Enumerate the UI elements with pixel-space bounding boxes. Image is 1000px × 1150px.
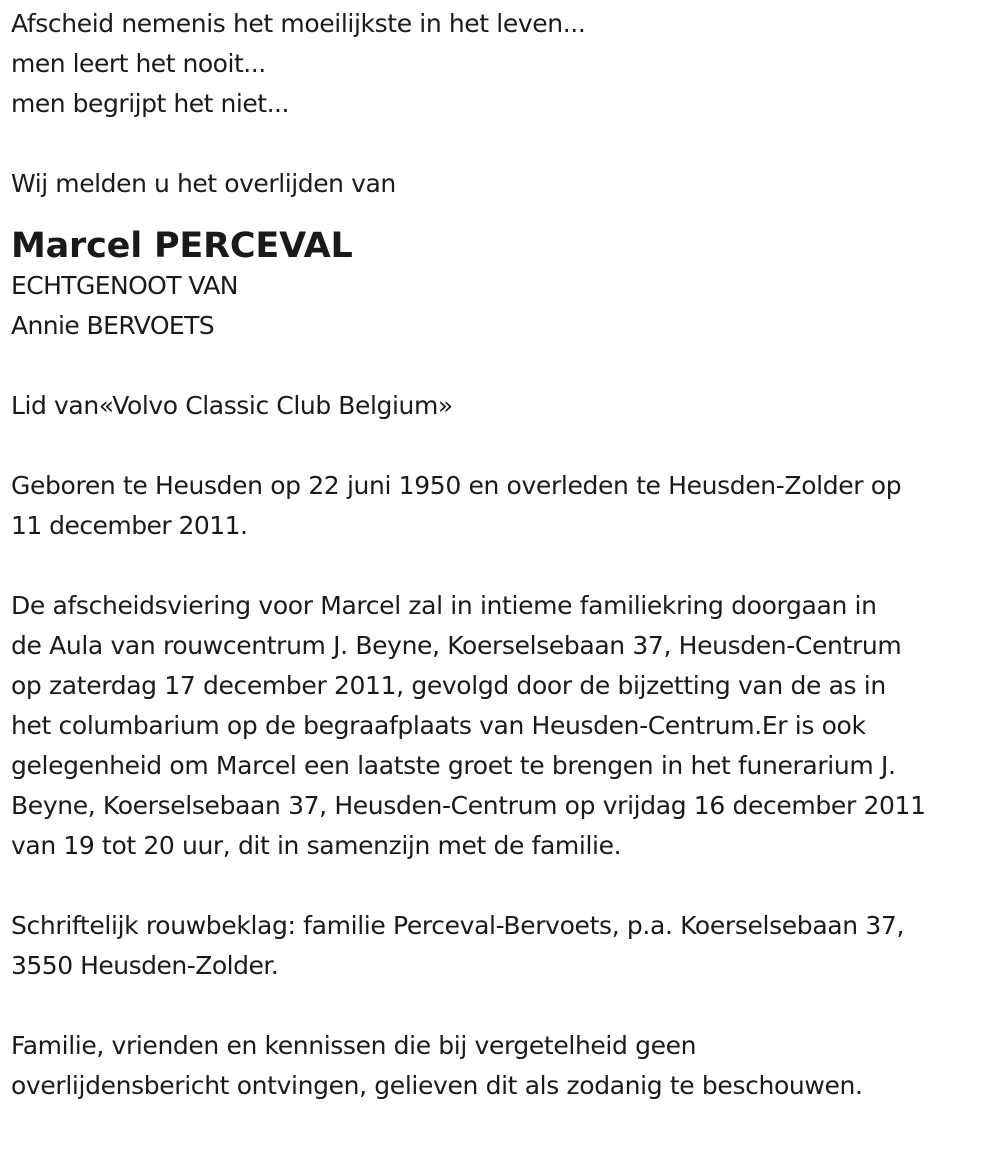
paragraph-line: 3550 Heusden-Zolder.	[11, 951, 279, 980]
membership-text: Lid van«Volvo Classic Club Belgium»	[11, 391, 453, 420]
paragraph-line: de Aula van rouwcentrum J. Beyne, Koerselsebaan 37, Heusden-Centrum	[11, 631, 902, 660]
spacer	[11, 346, 1000, 386]
spacer	[11, 546, 1000, 586]
condolences-paragraph	[11, 906, 1000, 986]
paragraph-line: gelegenheid om Marcel een laatste groet te brengen in het funerarium J.	[11, 751, 896, 780]
paragraph-line: De afscheidsviering voor Marcel zal in intieme familiekring doorgaan in	[11, 591, 877, 620]
spacer	[11, 866, 1000, 906]
intro-line: men begrijpt het niet...	[11, 89, 290, 118]
paragraph-line: Familie, vrienden en kennissen die bij vergetelheid geen	[11, 1031, 697, 1060]
spouse-name: Annie BERVOETS	[11, 311, 215, 340]
closing-paragraph	[11, 1026, 1000, 1106]
birth-death-paragraph	[11, 466, 1000, 546]
paragraph-line: van 19 tot 20 uur, dit in samenzijn met de familie.	[11, 831, 622, 860]
paragraph-line: Schriftelijk rouwbeklag: familie Perceval-Bervoets, p.a. Koerselsebaan 37,	[11, 911, 905, 940]
spouse-label: ECHTGENOOT VAN	[11, 271, 238, 300]
paragraph-line: Beyne, Koerselsebaan 37, Heusden-Centrum op vrijdag 16 december 2011	[11, 791, 926, 820]
spacer	[11, 986, 1000, 1026]
ceremony-paragraph	[11, 586, 1000, 866]
intro-line: Afscheid nemenis het moeilijkste in het leven...	[11, 9, 586, 38]
spacer	[11, 426, 1000, 466]
intro-poem	[11, 4, 1000, 124]
paragraph-line: het columbarium op de begraafplaats van Heusden-Centrum.Er is ook	[11, 711, 866, 740]
paragraph-line: 11 december 2011.	[11, 511, 248, 540]
paragraph-line: overlijdensbericht ontvingen, gelieven dit als zodanig te beschouwen.	[11, 1071, 863, 1100]
paragraph-line: op zaterdag 17 december 2011, gevolgd door de bijzetting van de as in	[11, 671, 886, 700]
intro-line: men leert het nooit...	[11, 49, 266, 78]
deceased-name: Marcel PERCEVAL	[11, 226, 353, 266]
announcement-text: Wij melden u het overlijden van	[11, 169, 396, 198]
spacer	[11, 124, 1000, 164]
paragraph-line: Geboren te Heusden op 22 juni 1950 en overleden te Heusden-Zolder op	[11, 471, 902, 500]
